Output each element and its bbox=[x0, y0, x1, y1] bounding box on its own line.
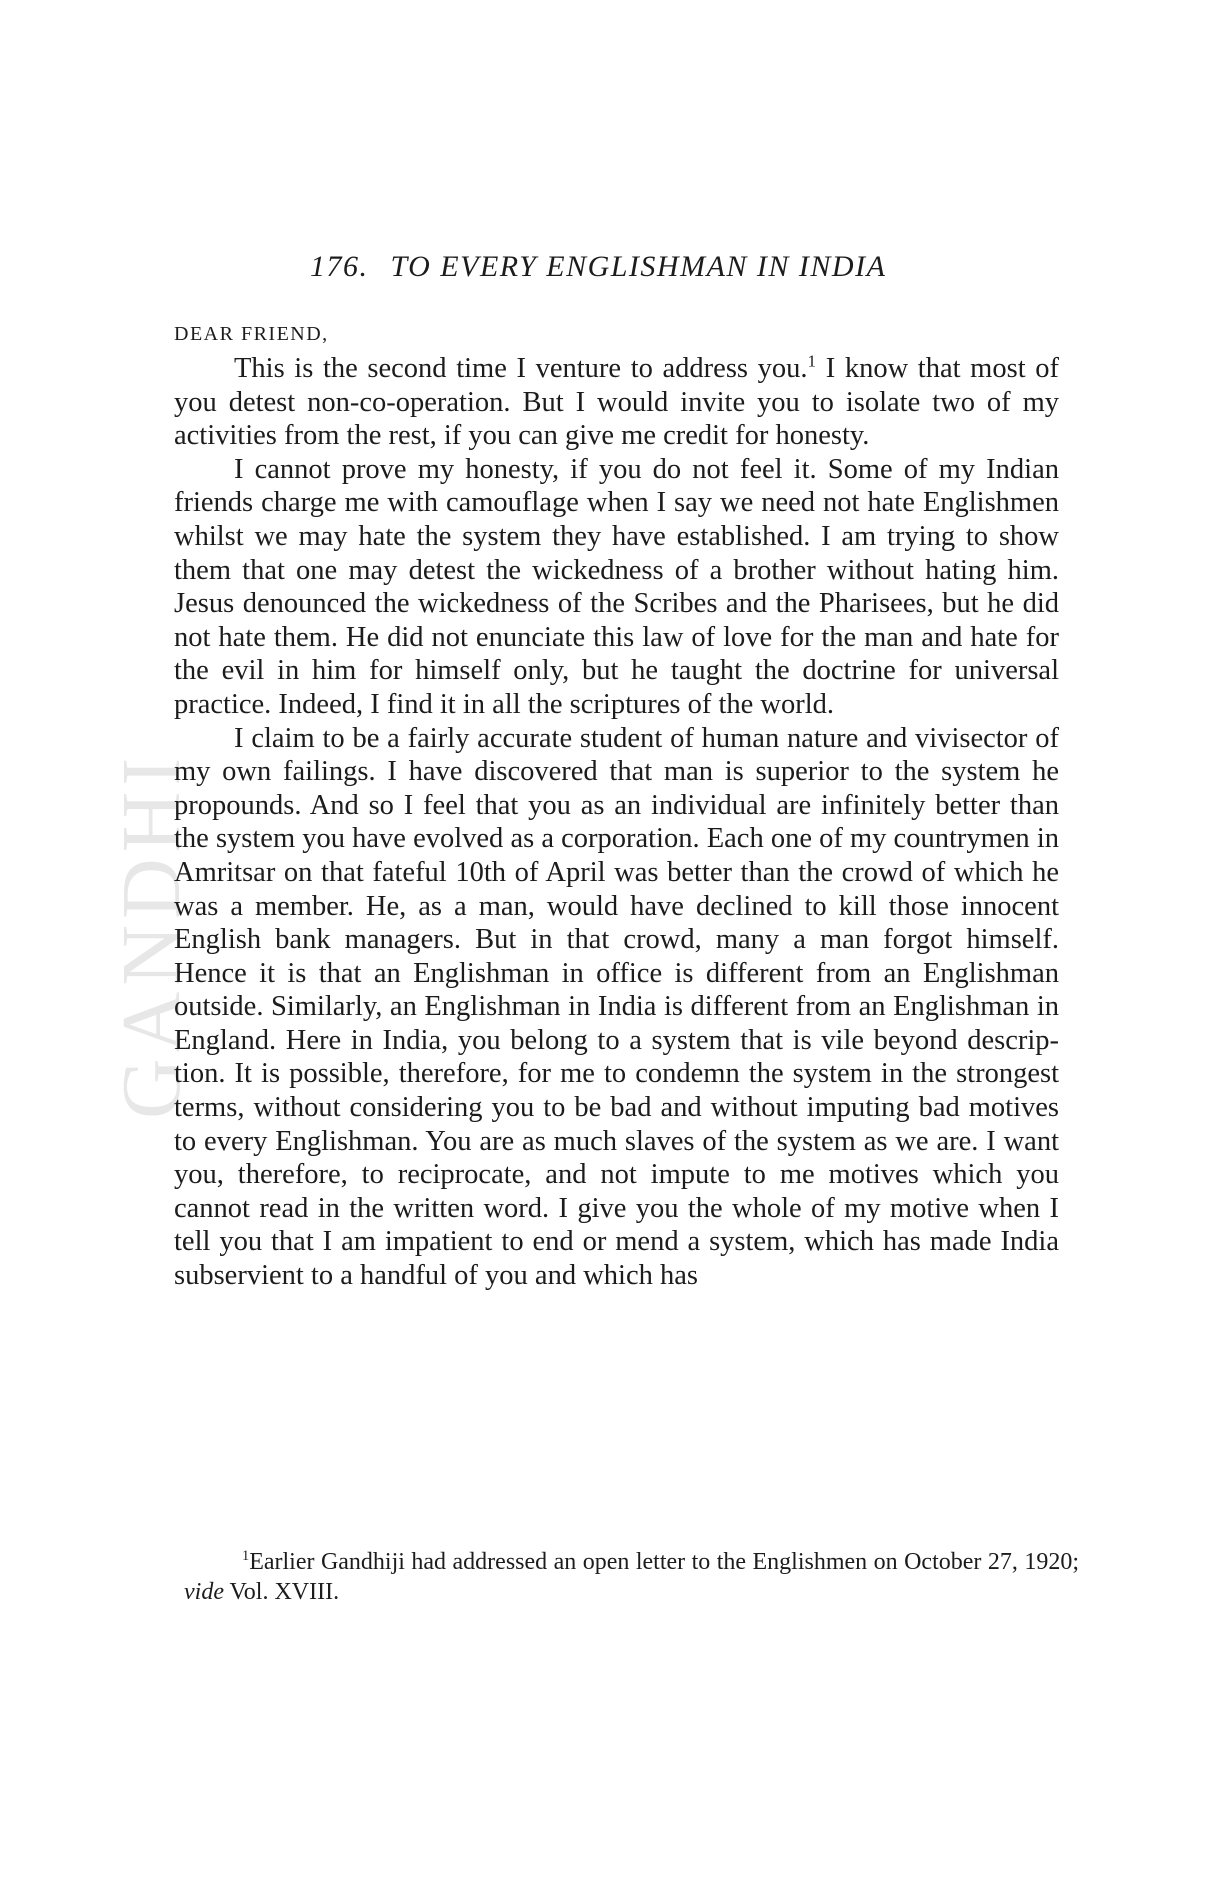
paragraph: I cannot prove my honesty, if you do not feel it. Some of my Indian friends charge me with camouflage when I say we need not hate Englishmen whilst we may hate the system they have established. I am trying to show them that one may detest the wickedness of a brother without hating him. Jesus denounced the wickedness of the Scribes and the Pharisees, but he did not hate them. He did not enunciate this law of love for the man and hate for the evil in him for himself only, but he taught the doctrine for universal practice. Indeed, I find it in all the scriptures of the world. bbox=[174, 453, 1059, 720]
footnote-text bbox=[184, 1547, 1079, 1607]
footnote-body-end: Vol. XVIII. bbox=[223, 1579, 340, 1605]
paragraph-text: This is the second time I venture to address you. bbox=[234, 353, 808, 384]
document-title: TO EVERY ENGLISHMAN IN INDIA bbox=[390, 250, 887, 283]
page-title bbox=[310, 250, 886, 284]
paragraph bbox=[174, 352, 1059, 453]
footnote-marker: 1 bbox=[242, 1548, 250, 1564]
footnote-body: Earlier Gandhiji had addressed an open letter to the Englishmen on October 27, 1920; bbox=[249, 1549, 1079, 1575]
footnote-reference[interactable]: 1 bbox=[807, 351, 817, 371]
footnote bbox=[184, 1547, 1079, 1607]
letter-body bbox=[174, 352, 1059, 1293]
document-number: 176. bbox=[310, 250, 369, 283]
paragraph-text: I know that most of you detest non-co-operation. But I would invite you to isolate two of my activities from the rest, if you can give me credit for honesty. bbox=[174, 353, 1059, 452]
watermark: GANDHI bbox=[105, 751, 198, 1119]
footnote-italic: vide bbox=[184, 1579, 224, 1605]
salutation: DEAR FRIEND, bbox=[174, 323, 329, 345]
paragraph: I claim to be a fairly accurate student of human nature and vivisector of my own failings. I have discovered that man is superior to the system he propounds. And so I feel that you as an individual are infinitely better than the system you have evolved as a corporation. Each one of my countrymen in Amritsar on that fateful 10th of April was better than the crowd of which he was a member. He, as a man, would have declined to kill those innocent English bank managers. But in that crowd, many a man forgot himself. Hence it is that an Englishman in office is different from an Englishman outside. Similarly, an Englishman in India is different from an Englishman in England. Here in India, you belong to a system that is vile beyond description. It is possible, therefore, for me to condemn the system in the strongest terms, without considering you to be bad and without imputing bad motives to every Englishman. You are as much slaves of the system as we are. I want you, therefore, to reciprocate, and not impute to me motives which you cannot read in the written word. I give you the whole of my motive when I tell you that I am impatient to end or mend a system, which has made India subservient to a handful of you and which has bbox=[174, 722, 1059, 1292]
